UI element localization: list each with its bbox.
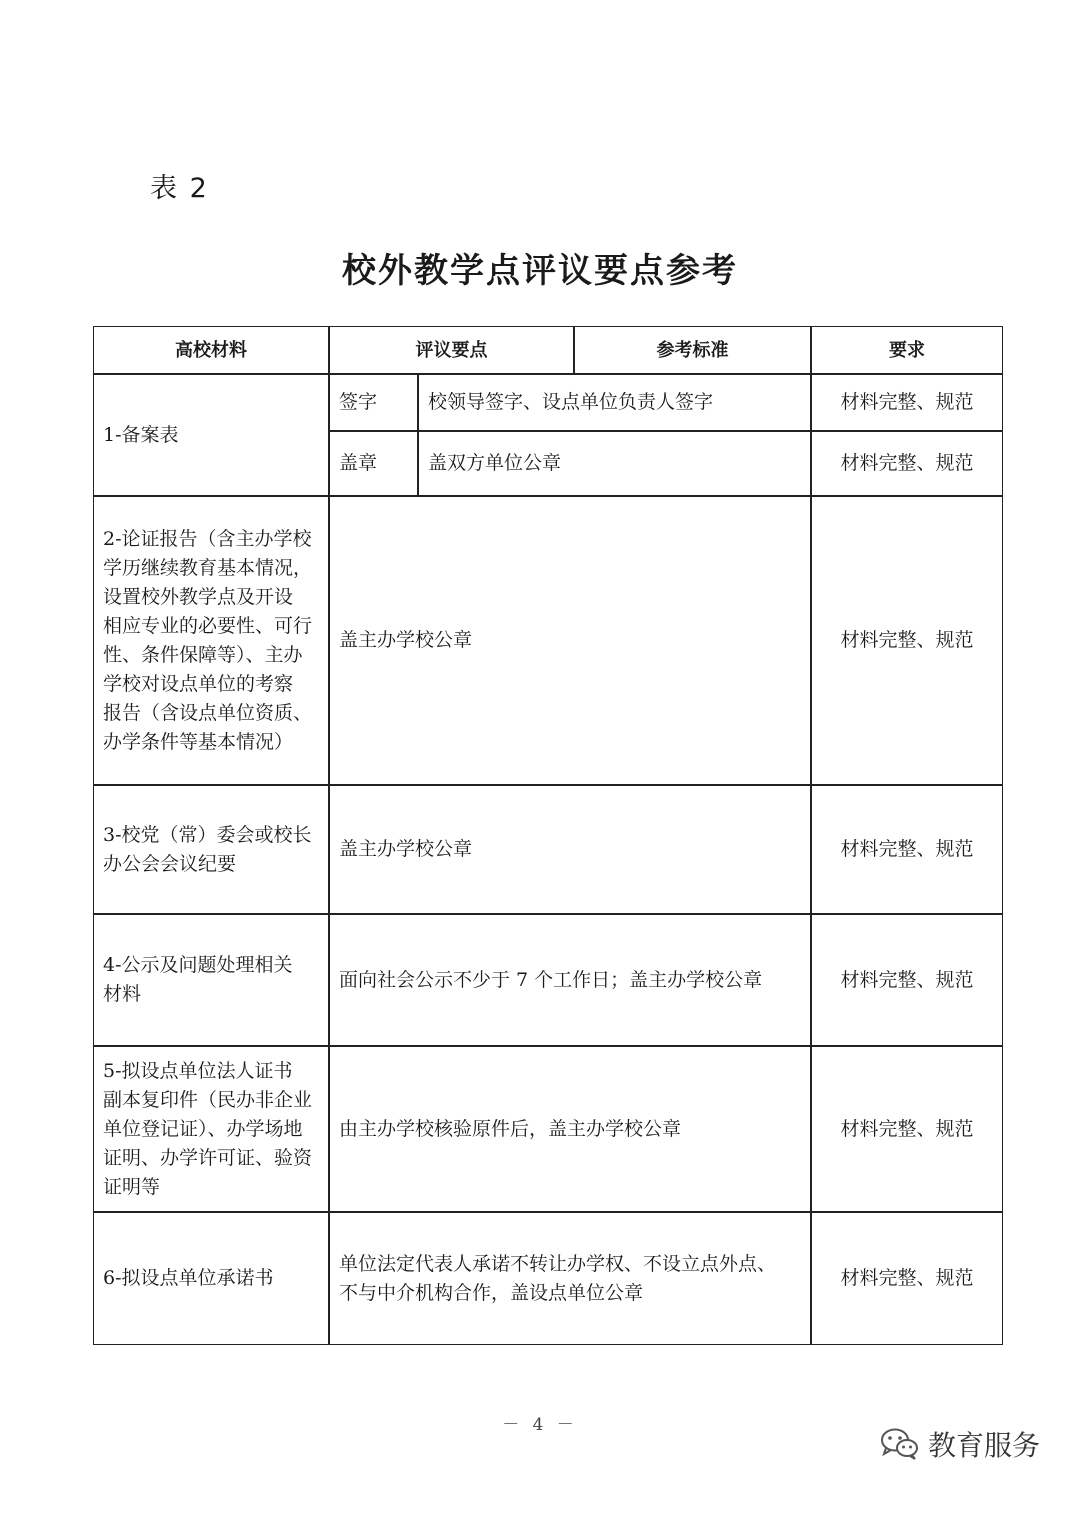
document-title: 校外教学点评议要点参考 bbox=[342, 251, 738, 291]
material-cell bbox=[93, 785, 329, 914]
page-number: － 4 － bbox=[502, 1415, 578, 1435]
header-reference-standard: 参考标准 bbox=[656, 339, 729, 361]
material-text bbox=[103, 821, 312, 879]
watermark bbox=[880, 1424, 1040, 1464]
material-cell: 1-备案表 bbox=[103, 423, 179, 446]
text-line: 3-校党（常）委会或校长 bbox=[103, 823, 312, 846]
text-line: 不与中介机构合作，盖设点单位公章 bbox=[339, 1281, 644, 1304]
text-line: 4-公示及问题处理相关 bbox=[103, 954, 293, 976]
material-cell bbox=[93, 914, 329, 1046]
point-cell: 签字 bbox=[339, 391, 378, 413]
requirement-cell: 材料完整、规范 bbox=[840, 838, 974, 860]
header-requirement: 要求 bbox=[889, 339, 925, 361]
text-line: 5-拟设点单位法人证书 bbox=[103, 1059, 293, 1082]
text-line: 学校对设点单位的考察 bbox=[103, 672, 294, 695]
text-line: 相应专业的必要性、可行 bbox=[103, 614, 313, 637]
header-evaluation-point: 评议要点 bbox=[415, 339, 488, 361]
requirement-cell: 材料完整、规范 bbox=[840, 452, 974, 474]
standard-cell: 盖主办学校公章 bbox=[339, 629, 473, 651]
text-line: 设置校外教学点及开设 bbox=[103, 585, 294, 608]
material-cell bbox=[93, 496, 329, 785]
text-line: 2-论证报告（含主办学校 bbox=[103, 527, 312, 550]
requirement-cell: 材料完整、规范 bbox=[840, 1267, 974, 1289]
text-line: 证明等 bbox=[103, 1175, 161, 1198]
text-line: 单位法定代表人承诺不转让办学权、不设立点外点、 bbox=[339, 1252, 777, 1275]
standard-text bbox=[339, 1250, 776, 1308]
text-line: 性、条件保障等）、主办 bbox=[103, 643, 303, 666]
standard-cell bbox=[329, 1212, 811, 1345]
text-line: 学历继续教育基本情况， bbox=[103, 556, 313, 579]
requirement-cell: 材料完整、规范 bbox=[840, 629, 974, 651]
text-line: 办学条件等基本情况） bbox=[103, 730, 294, 753]
evaluation-table bbox=[93, 326, 1003, 1345]
header-material: 高校材料 bbox=[175, 339, 247, 361]
standard-cell: 盖双方单位公章 bbox=[428, 452, 562, 474]
standard-cell: 盖主办学校公章 bbox=[339, 838, 473, 860]
requirement-cell: 材料完整、规范 bbox=[840, 968, 974, 991]
wechat-icon bbox=[880, 1427, 920, 1461]
material-text bbox=[103, 525, 312, 757]
material-cell bbox=[93, 1046, 329, 1212]
material-cell: 6-拟设点单位承诺书 bbox=[103, 1267, 274, 1289]
text-line: 副本复印件（民办非企业 bbox=[103, 1088, 313, 1111]
text-line: 材料 bbox=[103, 983, 142, 1005]
table-number: 表 2 bbox=[150, 173, 209, 204]
text-line: 报告（含设点单位资质、 bbox=[103, 701, 313, 724]
text-line: 办公会会议纪要 bbox=[103, 852, 237, 875]
requirement-cell: 材料完整、规范 bbox=[840, 1117, 974, 1140]
requirement-cell: 材料完整、规范 bbox=[840, 391, 974, 413]
point-cell: 盖章 bbox=[339, 452, 378, 474]
material-text bbox=[103, 1057, 312, 1202]
watermark-text: 教育服务 bbox=[928, 1429, 1041, 1462]
material-text bbox=[103, 951, 293, 1009]
text-line: 证明、办学许可证、验资 bbox=[103, 1146, 313, 1169]
standard-cell: 校领导签字、设点单位负责人签字 bbox=[428, 391, 714, 413]
standard-cell: 面向社会公示不少于 7 个工作日；盖主办学校公章 bbox=[339, 968, 763, 991]
text-line: 单位登记证）、办学场地 bbox=[103, 1117, 303, 1140]
standard-cell: 由主办学校核验原件后，盖主办学校公章 bbox=[339, 1117, 682, 1140]
